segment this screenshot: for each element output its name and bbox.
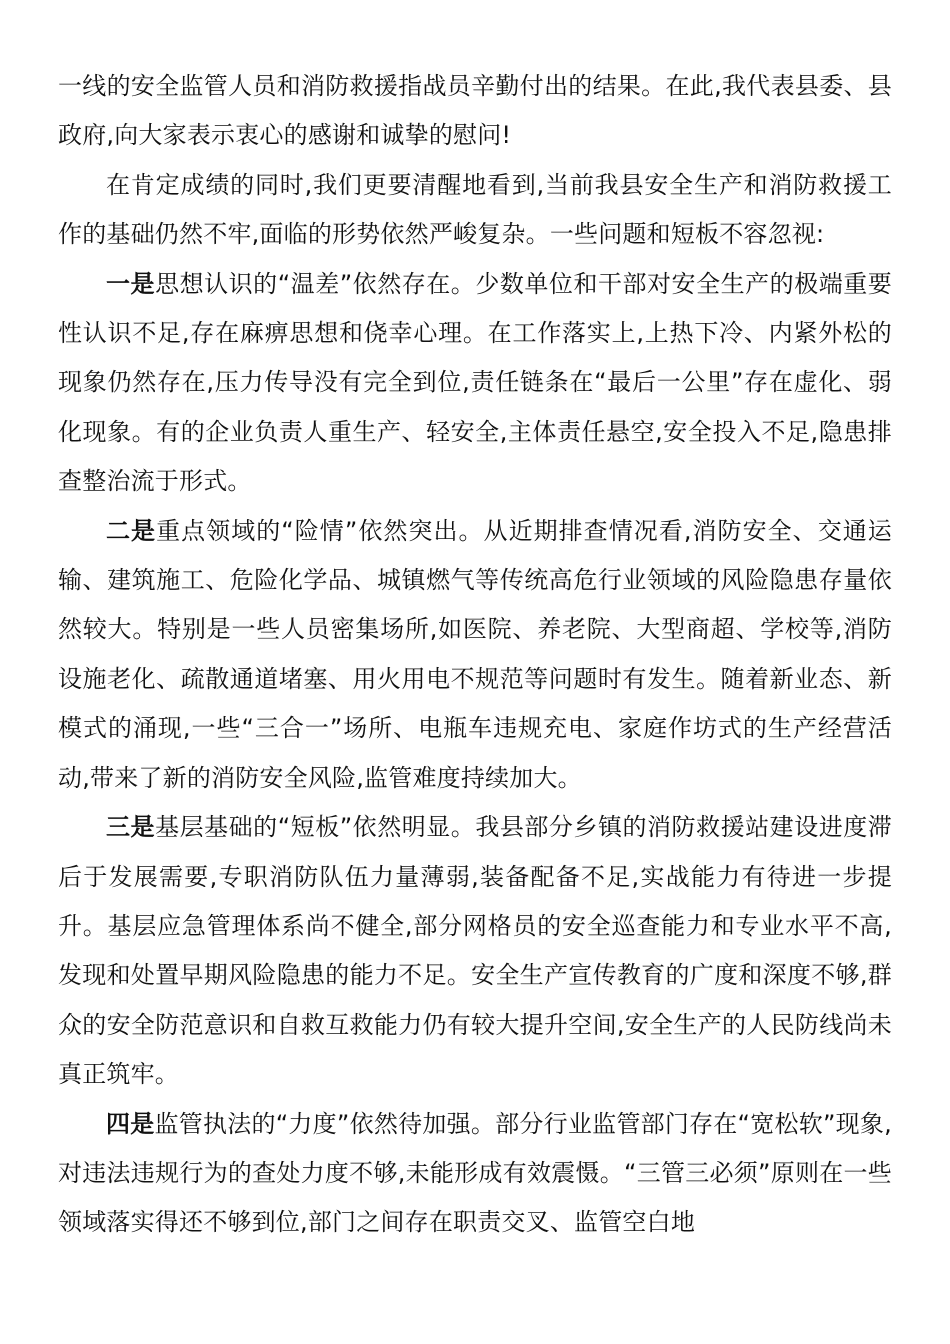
point-lead: 四是 — [106, 1109, 155, 1138]
paragraph-point-1 — [58, 260, 892, 507]
point-lead: 三是 — [106, 813, 156, 842]
document-page — [58, 62, 892, 1248]
paragraph-continuation — [58, 62, 892, 161]
point-lead: 一是 — [106, 269, 156, 298]
paragraph-point-3 — [58, 803, 892, 1099]
paragraph-point-4 — [58, 1100, 892, 1248]
point-lead: 二是 — [106, 516, 157, 545]
paragraph-text: 一线的安全监管人员和消防救援指战员辛勤付出的结果。在此,我代表县委、县政府,向大家表示衷心的感谢和诚挚的慰问! — [58, 72, 892, 150]
paragraph-text: 基层基础的“短板”依然明显。我县部分乡镇的消防救援站建设进度滞后于发展需要,专职消防队伍力量薄弱,装备配备不足,实战能力有待进一步提升。基层应急管理体系尚不健全,部分网格员的安全巡查能力和专业水平不高,发现和处置早期风险隐患的能力不足。安全生产宣传教育的广度和深度不够,群众的安全防范意识和自救互救能力仍有较大提升空间,安全生产的人民防线尚未真正筑牢。 — [58, 813, 892, 1089]
paragraph-text: 在肯定成绩的同时,我们更要清醒地看到,当前我县安全生产和消防救援工作的基础仍然不牢,面临的形势依然严峻复杂。一些问题和短板不容忽视: — [58, 170, 892, 249]
paragraph-text: 重点领域的“险情”依然突出。从近期排查情况看,消防安全、交通运输、建筑施工、危险化学品、城镇燃气等传统高危行业领域的风险隐患存量依然较大。特别是一些人员密集场所,如医院、养老院、大型商超、学校等,消防设施老化、疏散通道堵塞、用火用电不规范等问题时有发生。随着新业态、新模式的涌现,一些“三合一”场所、电瓶车违规充电、家庭作坊式的生产经营活动,带来了新的消防安全风险,监管难度持续加大。 — [58, 516, 892, 792]
paragraph-text: 监管执法的“力度”依然待加强。部分行业监管部门存在“宽松软”现象,对违法违规行为的查处力度不够,未能形成有效震慑。“三管三必须”原则在一些领域落实得还不够到位,部门之间存在职责交叉、监管空白地 — [58, 1109, 892, 1237]
paragraph-text: 思想认识的“温差”依然存在。少数单位和干部对安全生产的极端重要性认识不足,存在麻痹思想和侥幸心理。在工作落实上,上热下冷、内紧外松的现象仍然存在,压力传导没有完全到位,责任链条在“最后一公里”存在虚化、弱化现象。有的企业负责人重生产、轻安全,主体责任悬空,安全投入不足,隐患排查整治流于形式。 — [58, 269, 892, 496]
paragraph-intro — [58, 161, 892, 260]
paragraph-point-2 — [58, 507, 892, 803]
